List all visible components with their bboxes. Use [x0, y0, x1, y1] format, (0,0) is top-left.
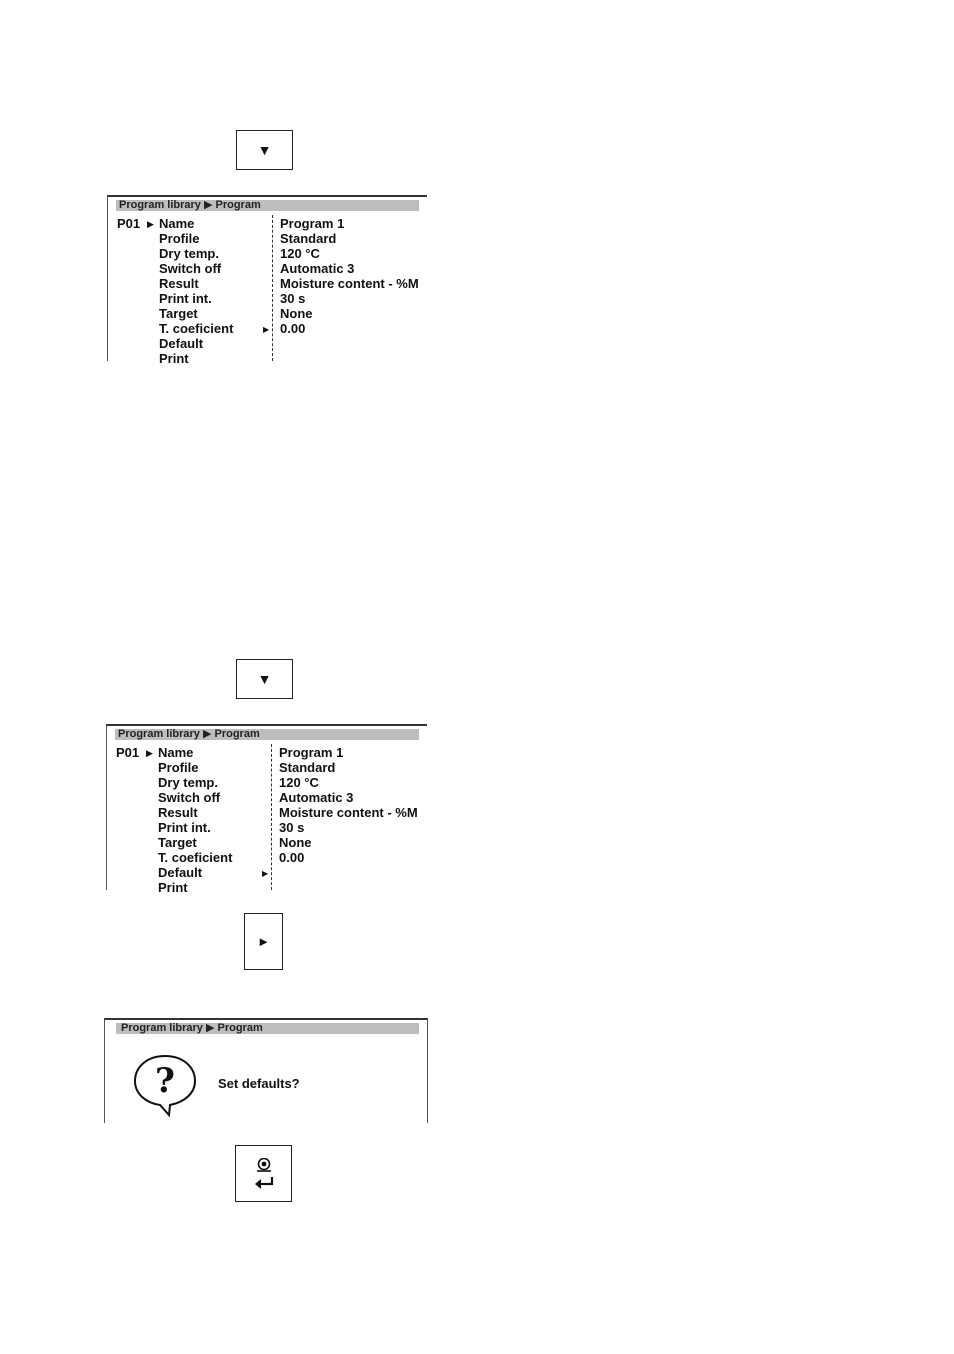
right-arrow-key[interactable]	[244, 913, 283, 970]
program-screen-step-1	[107, 195, 427, 366]
column-divider	[272, 215, 273, 361]
question-bubble-icon	[132, 1052, 198, 1118]
param-label-switch-off[interactable]: Switch off	[159, 261, 222, 276]
param-label-name[interactable]: Name	[159, 216, 195, 231]
param-value-t-coeficient: 0.00	[280, 321, 306, 336]
program-id: P01	[116, 745, 140, 760]
program-id-arrow-icon: ▶	[147, 219, 154, 229]
param-label-profile[interactable]: Profile	[159, 231, 200, 246]
param-label-t-coeficient[interactable]: T. coeficient	[159, 321, 234, 336]
param-label-print[interactable]: Print	[158, 880, 188, 895]
parameter-values	[280, 216, 419, 336]
param-value-dry-temp: 120 °C	[280, 246, 320, 261]
param-label-print-int[interactable]: Print int.	[159, 291, 212, 306]
param-label-result[interactable]: Result	[158, 805, 198, 820]
down-arrow-icon: ▼	[257, 142, 272, 158]
target-icon	[256, 1158, 272, 1172]
param-label-dry-temp[interactable]: Dry temp.	[158, 775, 218, 790]
question-mark: ?	[155, 1061, 175, 1101]
return-arrow-icon	[253, 1176, 275, 1190]
param-label-dry-temp[interactable]: Dry temp.	[159, 246, 219, 261]
param-value-switch-off: Automatic 3	[280, 261, 355, 276]
param-label-default[interactable]: Default	[158, 865, 203, 880]
param-value-profile: Standard	[279, 760, 336, 775]
right-arrow-icon: ►	[257, 934, 270, 949]
breadcrumb: Program library ▶ Program	[116, 1023, 419, 1034]
param-value-switch-off: Automatic 3	[279, 790, 354, 805]
param-value-name: Program 1	[280, 216, 345, 231]
program-screen-step-2	[106, 724, 427, 895]
dialog-message: Set defaults?	[218, 1076, 300, 1091]
breadcrumb: Program library ▶ Program	[115, 729, 419, 740]
param-value-print-int: 30 s	[279, 820, 305, 835]
param-label-target[interactable]: Target	[159, 306, 198, 321]
selection-arrow-icon: ▶	[263, 325, 270, 334]
param-label-default[interactable]: Default	[159, 336, 204, 351]
param-label-print[interactable]: Print	[159, 351, 189, 366]
param-label-profile[interactable]: Profile	[158, 760, 199, 775]
down-arrow-icon: ▼	[257, 671, 272, 687]
selection-arrow-icon: ▶	[262, 869, 269, 878]
program-id-arrow-icon: ▶	[146, 748, 153, 758]
param-value-result: Moisture content - %M	[280, 276, 419, 291]
param-label-switch-off[interactable]: Switch off	[158, 790, 221, 805]
parameter-values	[279, 745, 418, 865]
param-value-name: Program 1	[279, 745, 344, 760]
param-label-print-int[interactable]: Print int.	[158, 820, 211, 835]
param-label-result[interactable]: Result	[159, 276, 199, 291]
set-defaults-dialog	[104, 1018, 428, 1123]
down-arrow-key[interactable]	[236, 130, 293, 170]
column-divider	[271, 744, 272, 890]
param-label-target[interactable]: Target	[158, 835, 197, 850]
param-label-name[interactable]: Name	[158, 745, 194, 760]
param-value-t-coeficient: 0.00	[279, 850, 305, 865]
param-value-result: Moisture content - %M	[279, 805, 418, 820]
param-value-print-int: 30 s	[280, 291, 306, 306]
enter-key[interactable]	[235, 1145, 292, 1202]
param-value-profile: Standard	[280, 231, 337, 246]
parameter-labels	[159, 216, 233, 366]
param-value-target: None	[280, 306, 313, 321]
param-value-target: None	[279, 835, 312, 850]
param-label-t-coeficient[interactable]: T. coeficient	[158, 850, 233, 865]
program-id: P01	[117, 216, 141, 231]
down-arrow-key[interactable]	[236, 659, 293, 699]
breadcrumb: Program library ▶ Program	[116, 200, 419, 211]
param-value-dry-temp: 120 °C	[279, 775, 319, 790]
parameter-labels	[158, 745, 232, 895]
